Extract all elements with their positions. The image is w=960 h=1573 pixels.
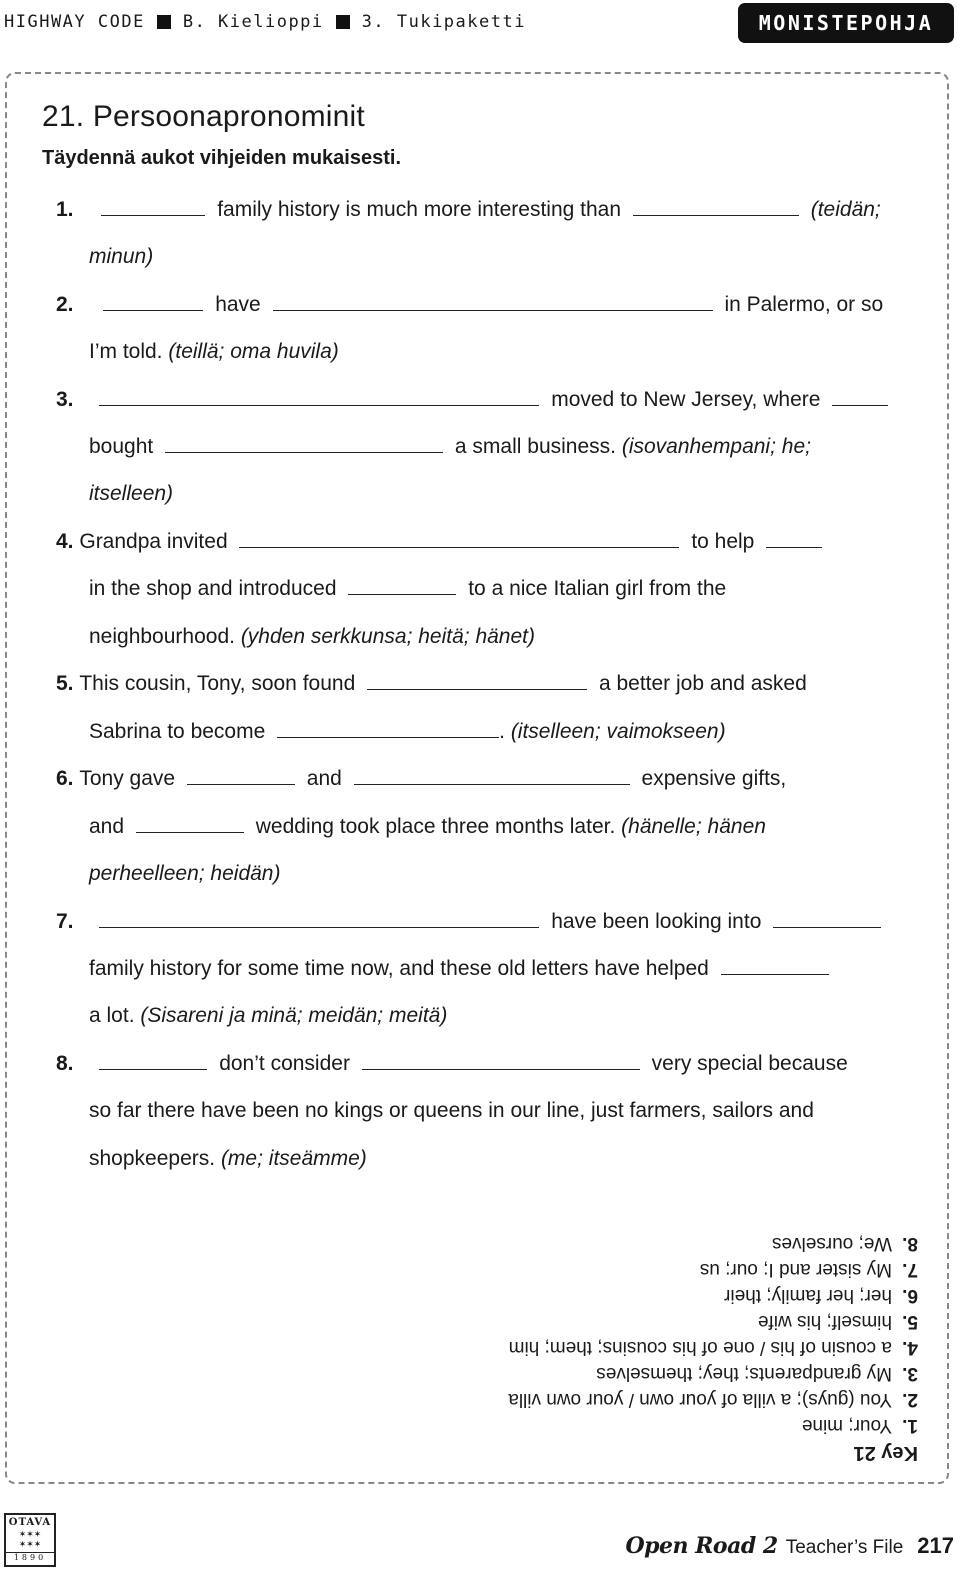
answer-text: My sister and I; our; us <box>699 1259 892 1280</box>
item-text: Sabrina to become <box>89 720 266 743</box>
item-hint: (teillä; oma huvila) <box>168 340 339 363</box>
item-number: 5. <box>56 672 74 695</box>
item-hint: itselleen) <box>89 482 174 505</box>
answer-blank[interactable] <box>367 687 587 690</box>
answer-text: her; her family; their <box>724 1285 892 1306</box>
item-number: 2. <box>56 293 74 316</box>
answer-number: 5. <box>902 1311 918 1332</box>
exercise-line <box>56 293 883 317</box>
answer-key <box>448 1228 918 1464</box>
item-text: expensive gifts, <box>641 767 787 790</box>
exercise-title: 21. Persoonapronominit <box>42 100 365 133</box>
exercise-line <box>89 957 835 981</box>
item-number: 7. <box>56 910 74 933</box>
answer-blank[interactable] <box>99 925 539 928</box>
item-text: a small business. <box>454 435 616 458</box>
publisher-name: OTAVA <box>8 1517 52 1528</box>
item-hint: (hänelle; hänen <box>621 815 766 838</box>
footer-subtitle: Teacher’s File <box>785 1537 904 1558</box>
item-text: wedding took place three months later. <box>255 815 616 838</box>
breadcrumb-item: 3. Tukipaketti <box>361 12 526 32</box>
item-number: 8. <box>56 1052 74 1075</box>
answer-number: 8. <box>902 1233 918 1254</box>
item-text: Grandpa invited <box>79 530 228 553</box>
answer-blank[interactable] <box>99 1067 207 1070</box>
answer-blank[interactable] <box>354 782 630 785</box>
exercise-line <box>56 198 881 222</box>
publisher-logo <box>4 1513 56 1567</box>
item-text: I’m told. <box>89 340 163 363</box>
item-number: 6. <box>56 767 74 790</box>
item-hint: (isovanhempani; he; <box>621 435 811 458</box>
item-number: 4. <box>56 530 74 553</box>
item-text: neighbourhood. <box>89 625 235 648</box>
answer-blank[interactable] <box>633 213 799 216</box>
stars-icon: ✶✶✶ ✶✶✶ <box>18 1530 42 1550</box>
answer-text: Your; mine <box>801 1415 892 1436</box>
exercise-line <box>89 577 726 601</box>
exercise-line <box>89 625 535 649</box>
item-text: moved to New Jersey, where <box>551 388 821 411</box>
answer-blank[interactable] <box>348 592 456 595</box>
exercise-line <box>89 340 339 364</box>
answer-number: 6. <box>902 1285 918 1306</box>
exercise-line <box>89 720 726 744</box>
item-hint: (me; itseämme) <box>220 1147 367 1170</box>
answer-text: You (guys); a villa of your own / your own villa <box>508 1389 892 1410</box>
answer-blank[interactable] <box>187 782 295 785</box>
answer-blank[interactable] <box>766 545 822 548</box>
item-text: family history is much more interesting than <box>217 198 622 221</box>
item-text: to a nice Italian girl from the <box>468 577 727 600</box>
answer-blank[interactable] <box>99 403 539 406</box>
exercise-line <box>89 1147 367 1171</box>
item-text: This cousin, Tony, soon found <box>79 672 356 695</box>
page-number: 217 <box>917 1533 954 1558</box>
answer-blank[interactable] <box>165 450 443 453</box>
answer-key-item <box>596 1362 918 1384</box>
publisher-year: 1890 <box>6 1552 54 1562</box>
item-text: don’t consider <box>219 1052 350 1075</box>
worksheet-badge: MONISTEPOHJA <box>738 3 954 43</box>
exercise-line <box>89 815 766 839</box>
item-text: family history for some time now, and these old letters have helped <box>89 957 709 980</box>
item-hint: (Sisareni ja minä; meidän; meitä) <box>140 1004 448 1027</box>
answer-number: 1. <box>902 1415 918 1436</box>
item-text: to help <box>691 530 755 553</box>
answer-blank[interactable] <box>362 1067 640 1070</box>
answer-number: 7. <box>902 1259 918 1280</box>
answer-key-item <box>724 1284 918 1306</box>
answer-blank[interactable] <box>101 213 205 216</box>
answer-key-item <box>508 1388 918 1410</box>
answer-blank[interactable] <box>773 925 881 928</box>
item-hint: (itselleen; vaimokseen) <box>510 720 726 743</box>
answer-key-item <box>509 1336 918 1358</box>
exercise-line <box>56 1052 848 1076</box>
item-text: and <box>89 815 125 838</box>
answer-blank[interactable] <box>136 830 244 833</box>
answer-blank[interactable] <box>239 545 679 548</box>
item-text: bought <box>89 435 154 458</box>
brand-logo: Open Road 2 <box>625 1533 778 1559</box>
answer-text: a cousin of his / one of his cousins; them; him <box>508 1337 892 1358</box>
item-hint: perheelleen; heidän) <box>89 862 281 885</box>
exercise-line <box>89 1004 447 1028</box>
answer-blank[interactable] <box>103 308 203 311</box>
item-text: a lot. <box>89 1004 135 1027</box>
item-text: very special because <box>651 1052 848 1075</box>
item-hint: (yhden serkkunsa; heitä; hänet) <box>240 625 535 648</box>
item-text: . <box>499 720 505 743</box>
answer-key-item <box>700 1258 918 1280</box>
exercise-instruction: Täydennä aukot vihjeiden mukaisesti. <box>42 147 402 169</box>
item-number: 1. <box>56 198 74 221</box>
answer-number: 3. <box>902 1363 918 1384</box>
item-number: 3. <box>56 388 74 411</box>
breadcrumb-item: HIGHWAY CODE <box>4 12 145 32</box>
item-text: and <box>306 767 342 790</box>
answer-number: 2. <box>902 1389 918 1410</box>
item-text: have <box>215 293 261 316</box>
exercise-line: so far there have been no kings or queens in our line, just farmers, sailors and <box>89 1099 814 1122</box>
answer-key-item <box>772 1232 918 1254</box>
item-text: a better job and asked <box>598 672 807 695</box>
exercise-line <box>56 530 828 554</box>
answer-key-title: Key 21 <box>853 1442 918 1464</box>
item-text: Tony gave <box>79 767 176 790</box>
answer-text: My grandparents; they; themselves <box>596 1363 892 1384</box>
answer-key-item <box>802 1414 918 1436</box>
answer-key-item <box>758 1310 918 1332</box>
item-hint: (teidän; <box>810 198 881 221</box>
item-hint: minun) <box>89 245 154 268</box>
answer-blank[interactable] <box>277 735 499 738</box>
item-text: in the shop and introduced <box>89 577 337 600</box>
exercise-line <box>56 910 887 934</box>
exercise-line <box>56 672 807 696</box>
exercise-line <box>56 767 786 791</box>
answer-blank[interactable] <box>832 403 888 406</box>
answer-number: 4. <box>902 1337 918 1358</box>
item-text: have been looking into <box>551 910 762 933</box>
item-text: in Palermo, or so <box>724 293 884 316</box>
exercise-line <box>89 435 811 459</box>
answer-text: We; ourselves <box>771 1233 892 1254</box>
item-text: shopkeepers. <box>89 1147 216 1170</box>
answer-blank[interactable] <box>273 308 713 311</box>
answer-blank[interactable] <box>721 972 829 975</box>
page-footer <box>625 1533 954 1559</box>
exercise-line <box>56 388 894 412</box>
answer-text: himself; his wife <box>757 1311 892 1332</box>
breadcrumb-item: B. Kielioppi <box>182 12 324 32</box>
